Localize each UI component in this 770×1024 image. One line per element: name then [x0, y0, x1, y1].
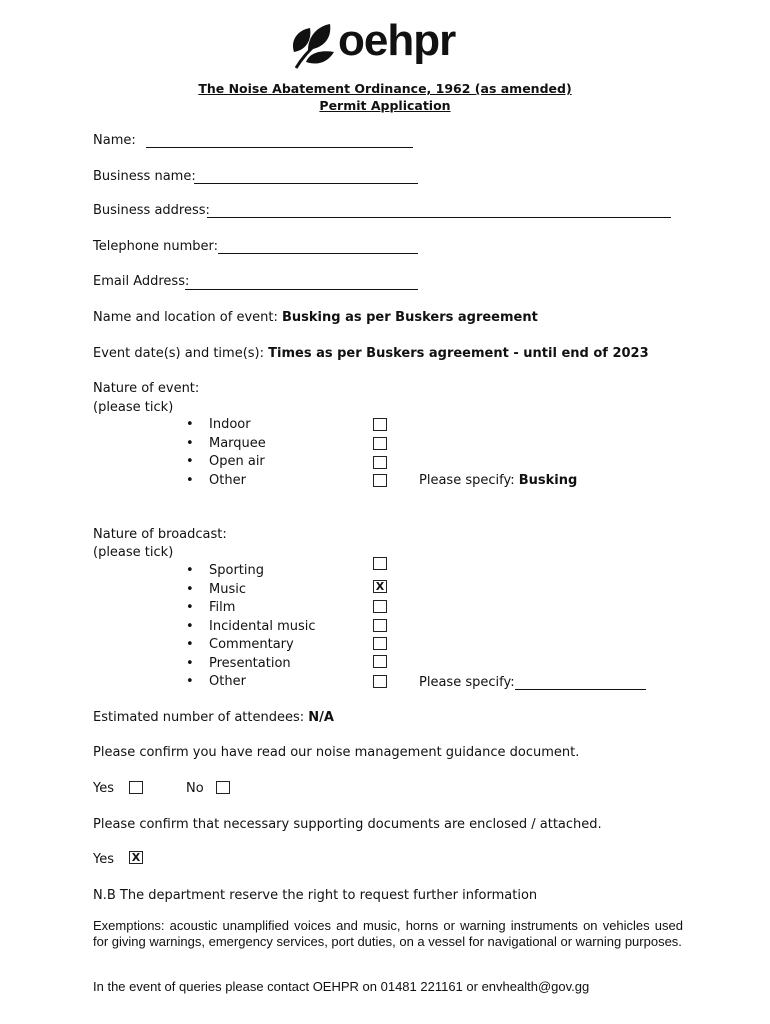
list-item: • Other	[186, 673, 316, 692]
contact-note: In the event of queries please contact OEHPR on 01481 221161 or envhealth@gov.gg	[93, 979, 590, 994]
nb-note: N.B The department reserve the right to request further information	[93, 888, 538, 903]
broadcast-specify-label: Please specify:	[419, 675, 515, 690]
nature-of-broadcast-list	[186, 562, 316, 692]
list-item: • Incidental music	[186, 618, 316, 637]
logo-text: oehpr	[338, 16, 456, 65]
event-specify-label: Please specify:	[419, 473, 515, 488]
form-subtitle: Permit Application	[319, 98, 451, 113]
broadcast-other-checkbox[interactable]	[373, 675, 387, 688]
business-address-field[interactable]	[207, 216, 671, 218]
business-address-label: Business address:	[93, 203, 210, 218]
attendees-row	[93, 710, 334, 725]
event-other-checkbox[interactable]	[373, 474, 387, 487]
business-name-label: Business name:	[93, 169, 196, 184]
broadcast-presentation-checkbox[interactable]	[373, 655, 387, 668]
list-item: • Music	[186, 581, 316, 600]
event-specify-value: Busking	[518, 473, 578, 488]
list-item: • Indoor	[186, 416, 266, 435]
broadcast-music-checkbox[interactable]: X	[373, 580, 387, 593]
documents-question: Please confirm that necessary supporting documents are enclosed / attached.	[93, 817, 602, 832]
name-label: Name:	[93, 133, 136, 148]
email-field[interactable]	[185, 288, 418, 290]
documents-yes-label: Yes	[93, 852, 114, 867]
form-title: The Noise Abatement Ordinance, 1962 (as amended)	[198, 81, 572, 96]
event-indoor-checkbox[interactable]	[373, 418, 387, 431]
broadcast-sporting-checkbox[interactable]	[373, 557, 387, 570]
guidance-question: Please confirm you have read our noise management guidance document.	[93, 745, 580, 760]
event-name-label: Name and location of event:	[93, 310, 278, 325]
list-item: • Presentation	[186, 655, 316, 674]
nature-of-event-heading: Nature of event:	[93, 381, 200, 396]
broadcast-commentary-checkbox[interactable]	[373, 637, 387, 650]
name-field[interactable]	[146, 146, 413, 148]
business-name-field[interactable]	[194, 182, 418, 184]
guidance-yes-checkbox[interactable]	[129, 781, 143, 794]
telephone-label: Telephone number:	[93, 239, 219, 254]
nature-of-broadcast-heading: Nature of broadcast:	[93, 527, 227, 542]
nature-of-event-list	[186, 416, 266, 490]
guidance-yes-label: Yes	[93, 781, 114, 796]
attendees-label: Estimated number of attendees:	[93, 710, 305, 725]
exemptions-note: Exemptions: acoustic unamplified voices and music, horns or warning instruments on vehicles used for giving warnings, emergency services, port duties, on a vessel for navigational or warning purposes.	[93, 918, 683, 949]
oehpr-logo	[290, 16, 490, 76]
list-item: • Other	[186, 472, 266, 491]
guidance-no-label: No	[186, 781, 204, 796]
telephone-field[interactable]	[218, 252, 418, 254]
attendees-value: N/A	[308, 710, 334, 725]
guidance-no-checkbox[interactable]	[216, 781, 230, 794]
event-name-value: Busking as per Buskers agreement	[282, 310, 538, 325]
list-item: • Marquee	[186, 435, 266, 454]
event-open-air-checkbox[interactable]	[373, 456, 387, 469]
list-item: • Commentary	[186, 636, 316, 655]
nature-of-event-subheading: (please tick)	[93, 400, 174, 415]
leaf-icon	[290, 22, 338, 72]
list-item: • Film	[186, 599, 316, 618]
broadcast-specify-field[interactable]	[515, 688, 646, 690]
list-item: • Open air	[186, 453, 266, 472]
event-date-value: Times as per Buskers agreement - until end of 2023	[268, 346, 649, 361]
email-label: Email Address:	[93, 274, 190, 289]
list-item: • Sporting	[186, 562, 316, 581]
event-date-row	[93, 346, 649, 361]
event-date-label: Event date(s) and time(s):	[93, 346, 264, 361]
event-specify	[419, 473, 577, 488]
event-marquee-checkbox[interactable]	[373, 437, 387, 450]
broadcast-film-checkbox[interactable]	[373, 600, 387, 613]
nature-of-broadcast-subheading: (please tick)	[93, 545, 174, 560]
documents-yes-checkbox[interactable]: X	[129, 851, 143, 864]
event-name-row	[93, 310, 538, 325]
broadcast-incidental-music-checkbox[interactable]	[373, 619, 387, 632]
